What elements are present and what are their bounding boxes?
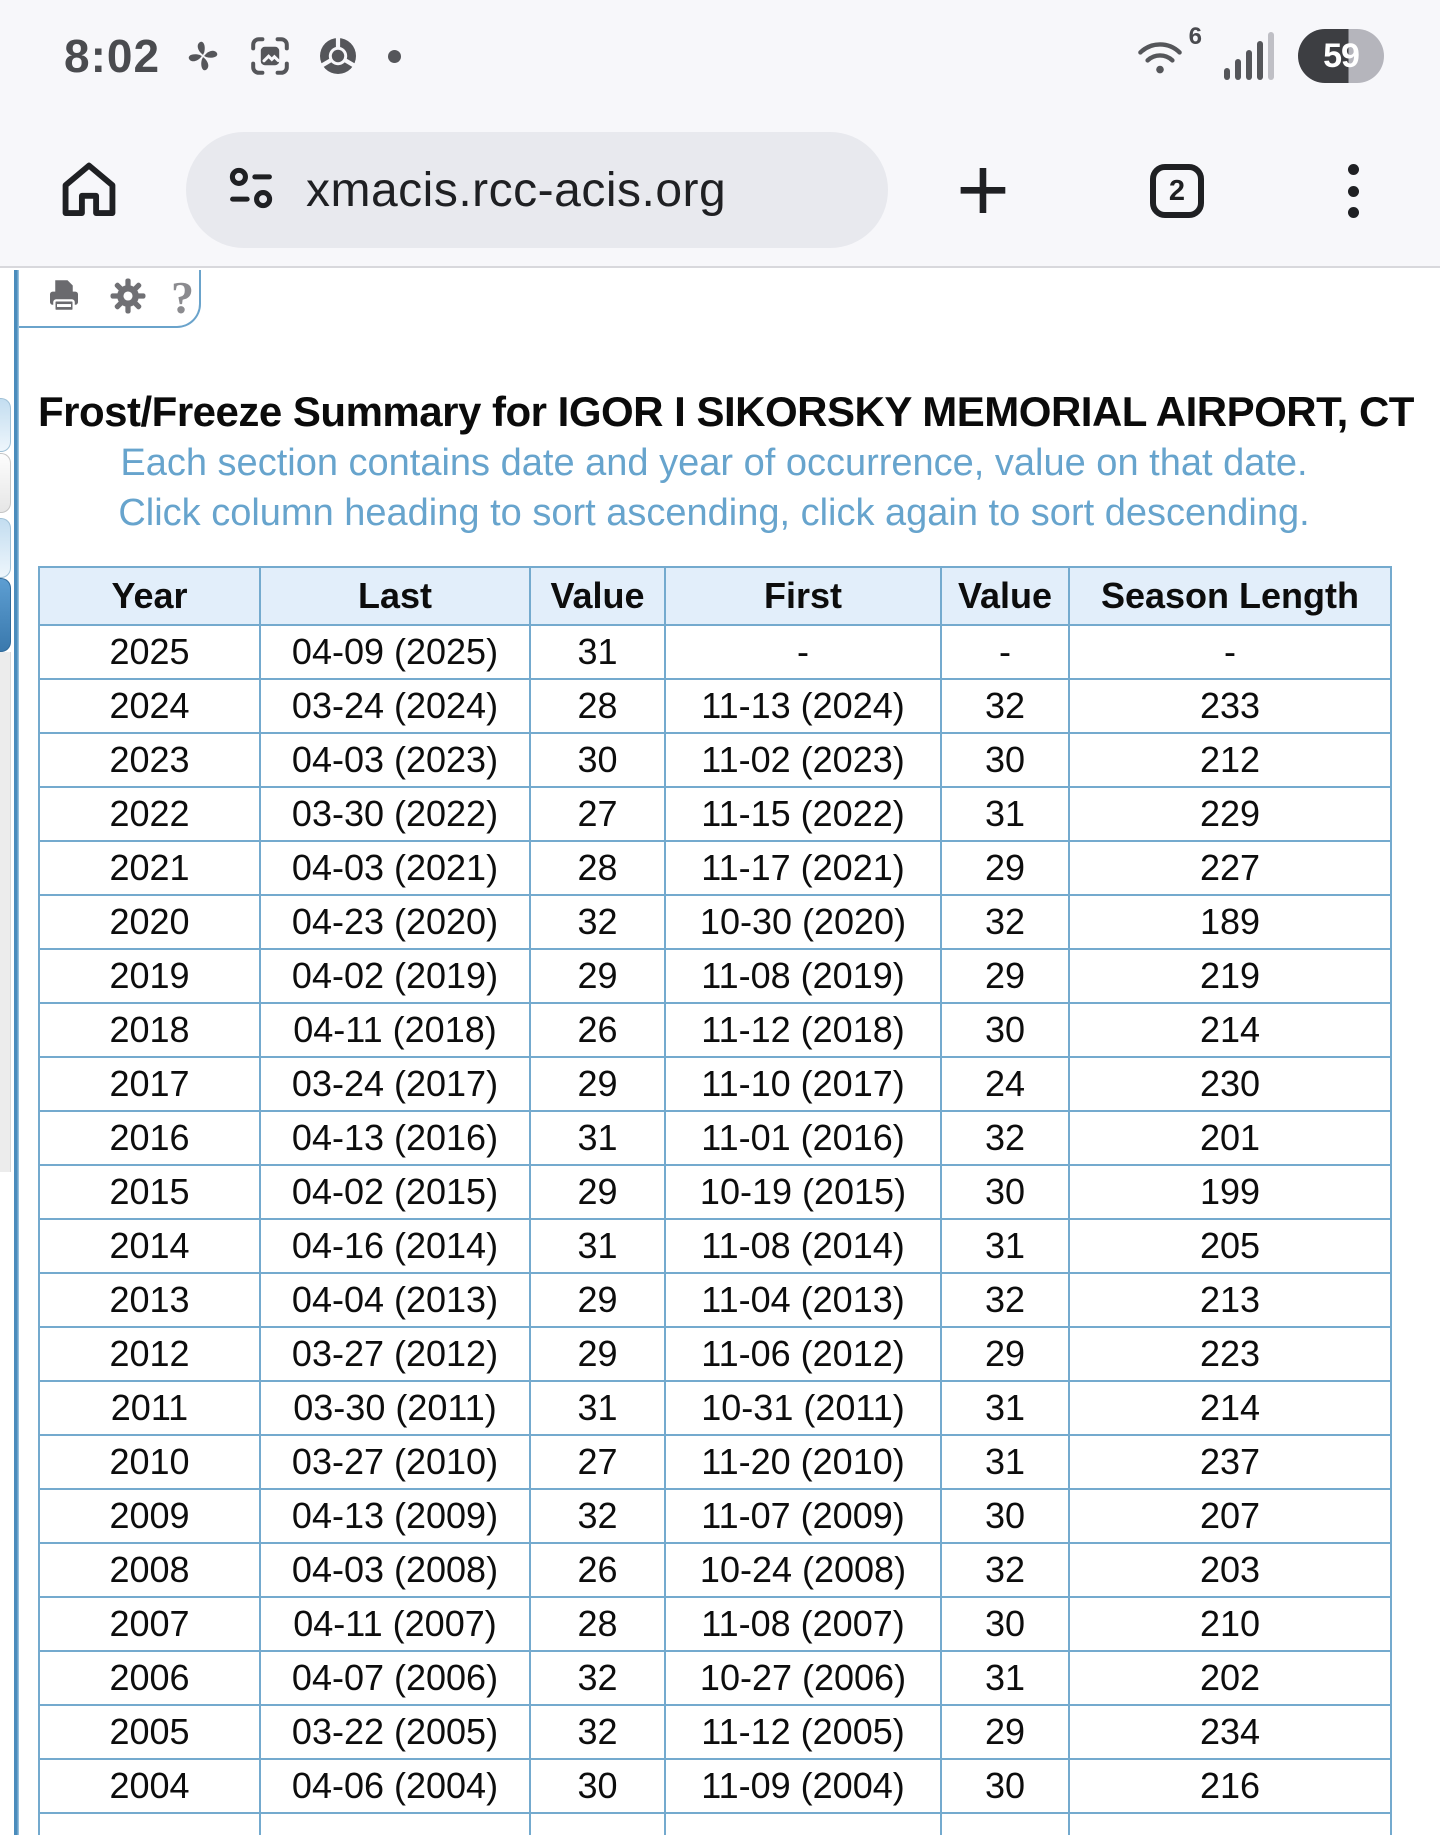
table-cell: 2007: [39, 1597, 260, 1651]
column-header-first-3[interactable]: First: [665, 567, 941, 625]
table-cell: 28: [530, 1597, 665, 1651]
table-cell: 203: [1069, 1543, 1391, 1597]
tab-switcher-button[interactable]: [1150, 164, 1204, 218]
url-bar[interactable]: [186, 132, 888, 248]
table-cell: 202: [1069, 1651, 1391, 1705]
table-cell: [39, 1813, 260, 1835]
table-cell: 31: [941, 1381, 1069, 1435]
table-cell: 03-24 (2024): [260, 679, 530, 733]
home-button[interactable]: [52, 152, 126, 226]
table-cell: 205: [1069, 1219, 1391, 1273]
web-page: [0, 270, 1440, 1835]
table-cell: 2010: [39, 1435, 260, 1489]
table-cell: 28: [530, 841, 665, 895]
table-cell: 214: [1069, 1381, 1391, 1435]
clock: 8:02: [64, 30, 161, 82]
screenshot-notification-icon: [246, 32, 294, 80]
table-cell: 32: [941, 895, 1069, 949]
table-cell: 214: [1069, 1003, 1391, 1057]
table-cell: 237: [1069, 1435, 1391, 1489]
table-cell: 2020: [39, 895, 260, 949]
table-cell: [1069, 1813, 1391, 1835]
table-row: [39, 1759, 1391, 1813]
table-cell: 03-24 (2017): [260, 1057, 530, 1111]
table-row: [39, 1165, 1391, 1219]
sidebar-strip: [0, 652, 11, 1172]
table-cell: 30: [941, 1165, 1069, 1219]
table-cell: 199: [1069, 1165, 1391, 1219]
table-cell: 11-15 (2022): [665, 787, 941, 841]
table-cell: 11-01 (2016): [665, 1111, 941, 1165]
url-text: xmacis.rcc-acis.org: [306, 163, 727, 217]
table-cell: 32: [530, 1651, 665, 1705]
table-cell: 30: [941, 733, 1069, 787]
browser-toolbar: [0, 112, 1440, 268]
site-settings-icon[interactable]: [222, 159, 280, 222]
page-subtitle-line2: Click column heading to sort ascending, click again to sort descending.: [118, 492, 1310, 534]
table-cell: 03-27 (2012): [260, 1327, 530, 1381]
table-cell: 31: [530, 1219, 665, 1273]
table-row: [39, 679, 1391, 733]
table-cell: 04-06 (2004): [260, 1759, 530, 1813]
table-cell: 201: [1069, 1111, 1391, 1165]
table-row: [39, 1381, 1391, 1435]
table-cell: 24: [941, 1057, 1069, 1111]
column-header-last-1[interactable]: Last: [260, 567, 530, 625]
table-cell: 11-10 (2017): [665, 1057, 941, 1111]
table-cell: 31: [941, 1435, 1069, 1489]
table-cell: [941, 1813, 1069, 1835]
table-cell: 11-08 (2014): [665, 1219, 941, 1273]
table-cell: 11-09 (2004): [665, 1759, 941, 1813]
table-cell: -: [941, 625, 1069, 679]
table-row: [39, 1219, 1391, 1273]
table-cell: [665, 1813, 941, 1835]
table-cell: 210: [1069, 1597, 1391, 1651]
table-cell: 30: [941, 1003, 1069, 1057]
table-cell: 233: [1069, 679, 1391, 733]
pinwheel-notification-icon: [180, 33, 226, 79]
sidebar-tab-fragment-active[interactable]: [0, 578, 11, 652]
sidebar-tab-fragment[interactable]: [0, 453, 11, 513]
sidebar-tab-fragment[interactable]: [0, 398, 11, 452]
table-row: [39, 841, 1391, 895]
table-cell: -: [1069, 625, 1391, 679]
table-cell: 04-11 (2018): [260, 1003, 530, 1057]
tab-count: 2: [1168, 174, 1186, 207]
table-row: [39, 895, 1391, 949]
table-cell: 10-30 (2020): [665, 895, 941, 949]
table-cell: 30: [941, 1759, 1069, 1813]
table-cell: 11-02 (2023): [665, 733, 941, 787]
table-cell: 32: [530, 1489, 665, 1543]
table-cell: 11-08 (2007): [665, 1597, 941, 1651]
table-cell: 2006: [39, 1651, 260, 1705]
sidebar-tab-fragment[interactable]: [0, 518, 11, 578]
table-cell: 30: [941, 1597, 1069, 1651]
battery-percent: 59: [1323, 36, 1359, 75]
table-cell: 2019: [39, 949, 260, 1003]
table-cell: 2012: [39, 1327, 260, 1381]
table-cell: 31: [941, 1219, 1069, 1273]
table-cell: 04-09 (2025): [260, 625, 530, 679]
table-cell: 29: [530, 1327, 665, 1381]
table-row: [39, 787, 1391, 841]
table-cell: 26: [530, 1003, 665, 1057]
table-cell: 31: [941, 1651, 1069, 1705]
table-cell: 04-02 (2019): [260, 949, 530, 1003]
table-cell: 223: [1069, 1327, 1391, 1381]
table-cell: 2014: [39, 1219, 260, 1273]
table-cell: 2024: [39, 679, 260, 733]
table-cell: 03-30 (2011): [260, 1381, 530, 1435]
print-button[interactable]: [43, 275, 85, 322]
table-row: [39, 1651, 1391, 1705]
table-row: [39, 625, 1391, 679]
table-cell: 32: [941, 1111, 1069, 1165]
table-cell: 29: [941, 1327, 1069, 1381]
table-row: [39, 1543, 1391, 1597]
status-bar: [0, 0, 1440, 112]
table-cell: 31: [530, 1381, 665, 1435]
table-cell: 04-03 (2021): [260, 841, 530, 895]
table-cell: 29: [530, 1057, 665, 1111]
table-cell: 29: [941, 949, 1069, 1003]
table-cell: 10-27 (2006): [665, 1651, 941, 1705]
table-cell: 27: [530, 1435, 665, 1489]
options-gear-button[interactable]: [107, 275, 149, 322]
table-cell: 2017: [39, 1057, 260, 1111]
chrome-notification-icon: [314, 32, 362, 80]
table-cell: 2025: [39, 625, 260, 679]
table-cell: -: [665, 625, 941, 679]
table-row: [39, 1705, 1391, 1759]
table-cell: 04-23 (2020): [260, 895, 530, 949]
table-cell: 219: [1069, 949, 1391, 1003]
table-cell: 11-04 (2013): [665, 1273, 941, 1327]
table-cell: 03-22 (2005): [260, 1705, 530, 1759]
table-cell: 10-31 (2011): [665, 1381, 941, 1435]
table-row: [39, 1327, 1391, 1381]
table-cell: 227: [1069, 841, 1391, 895]
table-cell: 2023: [39, 733, 260, 787]
table-cell: 11-17 (2021): [665, 841, 941, 895]
table-cell: 11-12 (2018): [665, 1003, 941, 1057]
table-cell: 11-20 (2010): [665, 1435, 941, 1489]
table-cell: 30: [941, 1489, 1069, 1543]
table-cell: 29: [941, 1705, 1069, 1759]
table-cell: 27: [530, 787, 665, 841]
column-header-season-length-5[interactable]: Season Length: [1069, 567, 1391, 625]
table-cell: 212: [1069, 733, 1391, 787]
help-button[interactable]: ?: [171, 272, 194, 323]
table-cell: 04-13 (2009): [260, 1489, 530, 1543]
column-header-value-2[interactable]: Value: [530, 567, 665, 625]
table-cell: 10-24 (2008): [665, 1543, 941, 1597]
table-cell: 2013: [39, 1273, 260, 1327]
table-row: [39, 1003, 1391, 1057]
table-cell: 03-30 (2022): [260, 787, 530, 841]
table-cell: 31: [530, 625, 665, 679]
table-cell: 2018: [39, 1003, 260, 1057]
table-cell: 2004: [39, 1759, 260, 1813]
table-cell: 04-03 (2008): [260, 1543, 530, 1597]
table-row: [39, 1489, 1391, 1543]
frost-freeze-table-wrap: [38, 566, 1390, 1835]
page-subtitle-line1: Each section contains date and year of occurrence, value on that date.: [120, 442, 1308, 484]
table-cell: 04-04 (2013): [260, 1273, 530, 1327]
table-cell: 207: [1069, 1489, 1391, 1543]
notification-dot-icon: [388, 50, 401, 63]
table-cell: 03-27 (2010): [260, 1435, 530, 1489]
column-header-value-4[interactable]: Value: [941, 567, 1069, 625]
table-cell: 04-13 (2016): [260, 1111, 530, 1165]
table-cell: 2016: [39, 1111, 260, 1165]
table-cell: 04-16 (2014): [260, 1219, 530, 1273]
table-cell: [260, 1813, 530, 1835]
table-cell: 2005: [39, 1705, 260, 1759]
table-cell: 31: [941, 787, 1069, 841]
table-cell: 2011: [39, 1381, 260, 1435]
table-row: [39, 733, 1391, 787]
table-cell: 32: [941, 1273, 1069, 1327]
table-cell: 04-03 (2023): [260, 733, 530, 787]
table-cell: 2008: [39, 1543, 260, 1597]
panel-left-border: [14, 270, 19, 1835]
table-cell: 234: [1069, 1705, 1391, 1759]
table-cell: 29: [530, 1273, 665, 1327]
cell-signal-icon: [1224, 32, 1274, 80]
table-cell: 30: [530, 1759, 665, 1813]
table-cell: 213: [1069, 1273, 1391, 1327]
table-header-row: [39, 567, 1391, 625]
battery-indicator: [1298, 29, 1384, 83]
table-cell: 04-07 (2006): [260, 1651, 530, 1705]
table-cell: 04-02 (2015): [260, 1165, 530, 1219]
table-cell: 2022: [39, 787, 260, 841]
table-row: [39, 949, 1391, 1003]
table-cell: 30: [530, 733, 665, 787]
table-cell: 216: [1069, 1759, 1391, 1813]
table-cell: 26: [530, 1543, 665, 1597]
column-header-year-0[interactable]: Year: [39, 567, 260, 625]
table-cell: 29: [530, 949, 665, 1003]
table-cell: 11-08 (2019): [665, 949, 941, 1003]
wifi-6-icon: [1134, 23, 1202, 79]
wifi-generation-label: 6: [1188, 23, 1202, 50]
table-cell: 2015: [39, 1165, 260, 1219]
table-cell: 29: [941, 841, 1069, 895]
table-cell: 189: [1069, 895, 1391, 949]
table-cell: 32: [530, 1705, 665, 1759]
table-body: [39, 625, 1391, 1835]
table-row: [39, 1435, 1391, 1489]
table-cell: 2021: [39, 841, 260, 895]
page-toolbar: [19, 270, 201, 328]
page-title: Frost/Freeze Summary for IGOR I SIKORSKY MEMORIAL AIRPORT, CT: [38, 388, 1414, 435]
table-cell: [530, 1813, 665, 1835]
table-cell: 10-19 (2015): [665, 1165, 941, 1219]
browser-menu-button[interactable]: [1346, 164, 1360, 218]
table-row: [39, 1597, 1391, 1651]
table-row: [39, 1111, 1391, 1165]
table-row: [39, 1273, 1391, 1327]
table-cell: 04-11 (2007): [260, 1597, 530, 1651]
table-cell: 32: [941, 1543, 1069, 1597]
table-cell: 31: [530, 1111, 665, 1165]
table-cell: 29: [530, 1165, 665, 1219]
frost-freeze-table: [38, 566, 1392, 1835]
table-cell: 28: [530, 679, 665, 733]
table-cell: 229: [1069, 787, 1391, 841]
table-cell: 2009: [39, 1489, 260, 1543]
new-tab-button[interactable]: +: [956, 139, 1010, 241]
table-cell: 32: [530, 895, 665, 949]
table-cell: 11-12 (2005): [665, 1705, 941, 1759]
table-cell: 32: [941, 679, 1069, 733]
table-cell: 230: [1069, 1057, 1391, 1111]
table-cell: 11-06 (2012): [665, 1327, 941, 1381]
table-row-partial: [39, 1813, 1391, 1835]
table-row: [39, 1057, 1391, 1111]
table-cell: 11-07 (2009): [665, 1489, 941, 1543]
table-cell: 11-13 (2024): [665, 679, 941, 733]
